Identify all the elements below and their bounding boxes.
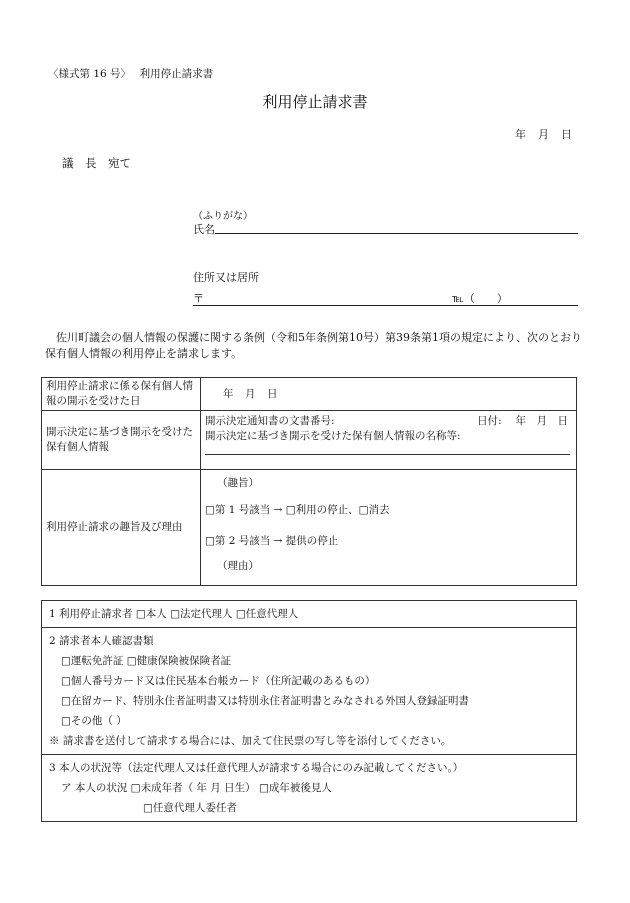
option-item-1[interactable]: □第 1 号該当 → □利用の停止、□消去 bbox=[205, 504, 390, 516]
section-principal-status bbox=[42, 755, 576, 821]
request-date: 年 月 日 bbox=[515, 128, 573, 141]
id-docs-note: ※ 請求書を送付して請求する場合には、加えて住民票の写し等を添付してください。 bbox=[49, 735, 452, 747]
option-item-2[interactable]: □第 2 号該当 → 提供の停止 bbox=[205, 535, 339, 547]
principal-status-line[interactable]: ア 本人の状況 □未成年者（ 年 月 日生） □成年被後見人 bbox=[61, 782, 332, 794]
table-row bbox=[42, 411, 577, 470]
address-label: 住所又は居所 bbox=[193, 271, 259, 284]
postal-mark: 〒 bbox=[193, 292, 204, 305]
id-doc-item[interactable]: □運転免許証 □健康保険被保険者証 bbox=[61, 655, 232, 667]
reason-heading: （理由） bbox=[217, 560, 259, 572]
addressee: 議 長 宛て bbox=[62, 156, 131, 170]
principal-status-heading: 3 本人の状況等（法定代理人又は任意代理人が請求する場合にのみ記載してください。） bbox=[49, 762, 464, 774]
request-table bbox=[41, 377, 577, 586]
table-row bbox=[42, 378, 577, 411]
principal-status-line[interactable]: □任意代理人委任者 bbox=[143, 802, 237, 814]
purpose-heading: （趣旨） bbox=[217, 477, 259, 489]
table-row bbox=[42, 470, 577, 586]
intro-paragraph: 佐川町議会の個人情報の保護に関する条例（令和5年条例第10号）第39条第1項の規定により、次のとおり保有個人情報の利用停止を請求します。 bbox=[45, 331, 582, 360]
document-number-label: 開示決定通知書の文書番号: bbox=[205, 415, 335, 427]
name-field[interactable] bbox=[215, 233, 578, 234]
section-id-documents bbox=[42, 628, 576, 755]
requester-info-box bbox=[41, 600, 577, 822]
disclosure-date-label: 利用停止請求に係る保有個人情報の開示を受けた日 bbox=[42, 378, 201, 411]
notice-date-label: 日付: 年 月 日 bbox=[477, 415, 568, 427]
id-docs-heading: 2 請求者本人確認書類 bbox=[49, 635, 154, 647]
address-field[interactable] bbox=[193, 305, 578, 306]
disclosed-info-name-field[interactable] bbox=[205, 454, 570, 455]
disclosed-info-label: 開示決定に基づき開示を受けた保有個人情報 bbox=[42, 411, 201, 470]
id-doc-item[interactable]: □個人番号カード又は住民基本台帳カード（住所記載のあるもの） bbox=[61, 675, 376, 687]
requester-type-line[interactable]: 1 利用停止請求者 □本人 □法定代理人 □任意代理人 bbox=[49, 608, 299, 620]
form-number-label: 〈様式第 16 号〉 利用停止請求書 bbox=[48, 68, 214, 80]
disclosure-date-value[interactable]: 年 月 日 bbox=[201, 378, 577, 411]
purpose-reason-cell[interactable] bbox=[201, 470, 577, 586]
tel-label: ℡（ ） bbox=[452, 292, 508, 305]
purpose-reason-label: 利用停止請求の趣旨及び理由 bbox=[42, 470, 201, 586]
disclosed-info-cell[interactable] bbox=[201, 411, 577, 470]
id-doc-item[interactable]: □在留カード、特別永住者証明書又は特別永住者証明書とみなされる外国人登録証明書 bbox=[61, 695, 469, 707]
name-label: 氏名 bbox=[193, 223, 215, 236]
id-doc-item[interactable]: □その他（ ） bbox=[61, 715, 127, 727]
page-title: 利用停止請求書 bbox=[262, 93, 368, 111]
furigana-label: （ふりがな） bbox=[193, 211, 253, 222]
section-requester bbox=[42, 601, 576, 628]
disclosed-info-name-label: 開示決定に基づき開示を受けた保有個人情報の名称等: bbox=[205, 430, 461, 442]
